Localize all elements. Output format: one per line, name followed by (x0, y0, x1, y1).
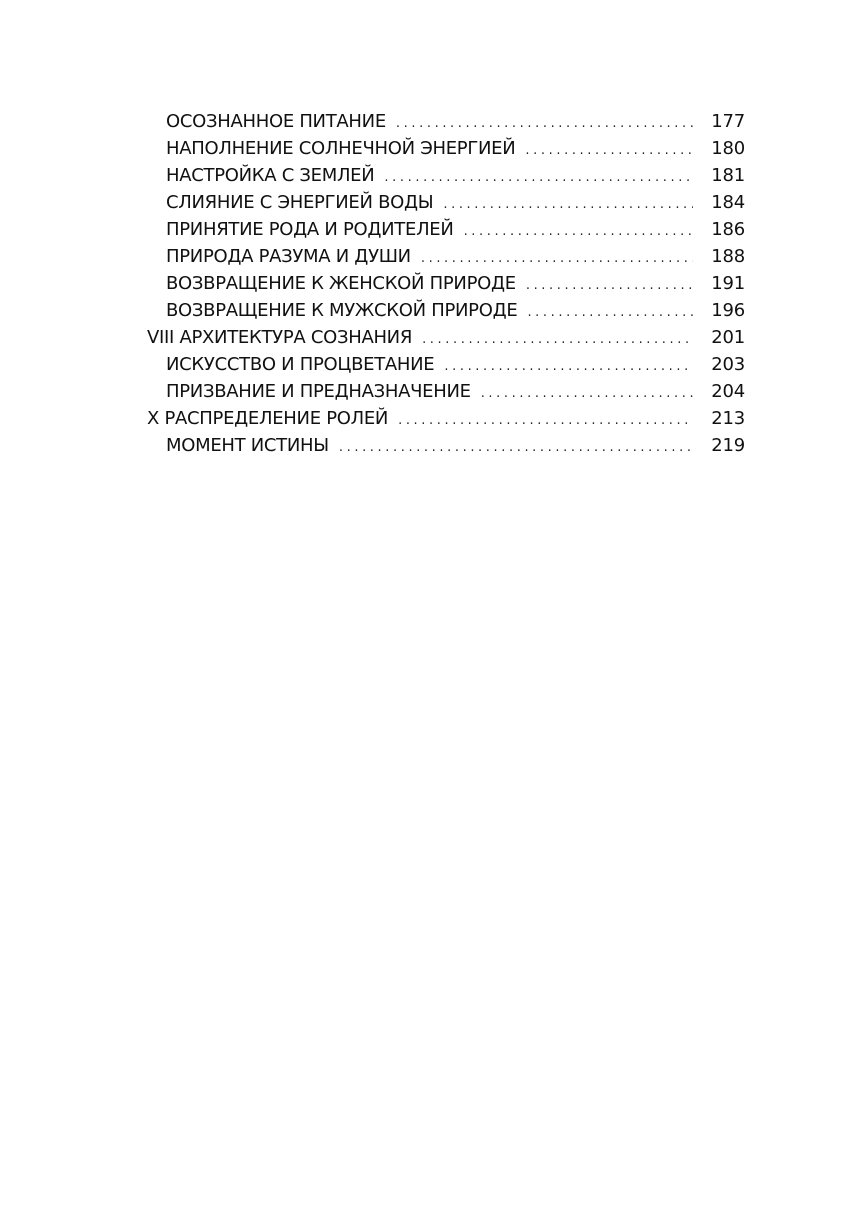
toc-dot-leader (527, 299, 693, 326)
toc-entry[interactable] (147, 378, 745, 405)
toc-dot-leader (384, 164, 693, 191)
toc-dot-leader (526, 272, 693, 299)
toc-entry-page: 188 (711, 246, 745, 267)
toc-entry[interactable] (147, 270, 745, 297)
toc-entry-page: 213 (711, 408, 745, 429)
toc-dot-leader (421, 245, 693, 272)
toc-entry[interactable] (147, 243, 745, 270)
toc-dot-leader (481, 380, 693, 407)
toc-entry[interactable] (147, 162, 745, 189)
toc-dot-leader (444, 353, 693, 380)
toc-entry[interactable] (147, 432, 745, 459)
toc-entry[interactable] (147, 108, 745, 135)
toc-entry-page: 180 (711, 138, 745, 159)
toc-entry[interactable] (147, 297, 745, 324)
toc-dot-leader (443, 191, 693, 218)
toc-chapter-title: X РАСПРЕДЕЛЕНИЕ РОЛЕЙ (147, 408, 389, 429)
toc-entry-title: НАСТРОЙКА С ЗЕМЛЕЙ (166, 165, 375, 186)
toc-dot-leader (464, 218, 693, 245)
toc-entry-title: ВОЗВРАЩЕНИЕ К МУЖСКОЙ ПРИРОДЕ (166, 300, 518, 321)
toc-dot-leader (396, 110, 693, 137)
toc-entry-title: СЛИЯНИЕ С ЭНЕРГИЕЙ ВОДЫ (166, 192, 434, 213)
toc-entry-title: ВОЗВРАЩЕНИЕ К ЖЕНСКОЙ ПРИРОДЕ (166, 273, 516, 294)
toc-entry-title: ПРИРОДА РАЗУМА И ДУШИ (166, 246, 411, 267)
toc-entry-title: МОМЕНТ ИСТИНЫ (166, 435, 329, 456)
toc-chapter-title: VIII АРХИТЕКТУРА СОЗНАНИЯ (147, 327, 413, 348)
toc-entry[interactable] (147, 216, 745, 243)
toc-entry[interactable] (147, 351, 745, 378)
toc-entry-title: ИСКУССТВО И ПРОЦВЕТАНИЕ (166, 354, 435, 375)
toc-entry-title: НАПОЛНЕНИЕ СОЛНЕЧНОЙ ЭНЕРГИЕЙ (166, 138, 516, 159)
toc-entry-page: 196 (711, 300, 745, 321)
toc-entry-page: 201 (711, 327, 745, 348)
toc-entry-page: 184 (711, 192, 745, 213)
toc-entry-page: 186 (711, 219, 745, 240)
toc-entry-page: 219 (711, 435, 745, 456)
toc-entry[interactable] (147, 135, 745, 162)
toc-entry-page: 177 (711, 111, 745, 132)
toc-entry-title: ПРИЗВАНИЕ И ПРЕДНАЗНАЧЕНИЕ (166, 381, 471, 402)
toc-dot-leader (398, 407, 693, 434)
toc-dot-leader (525, 137, 693, 164)
toc-entry-title: ОСОЗНАННОЕ ПИТАНИЕ (166, 111, 386, 132)
toc-entry-page: 191 (711, 273, 745, 294)
toc-entry-title: ПРИНЯТИЕ РОДА И РОДИТЕЛЕЙ (166, 219, 454, 240)
toc-entry-page: 203 (711, 354, 745, 375)
table-of-contents (147, 108, 745, 459)
toc-chapter-entry[interactable] (147, 324, 745, 351)
toc-chapter-entry[interactable] (147, 405, 745, 432)
toc-entry[interactable] (147, 189, 745, 216)
toc-dot-leader (339, 434, 693, 461)
toc-dot-leader (422, 326, 693, 353)
toc-entry-page: 204 (711, 381, 745, 402)
toc-entry-page: 181 (711, 165, 745, 186)
